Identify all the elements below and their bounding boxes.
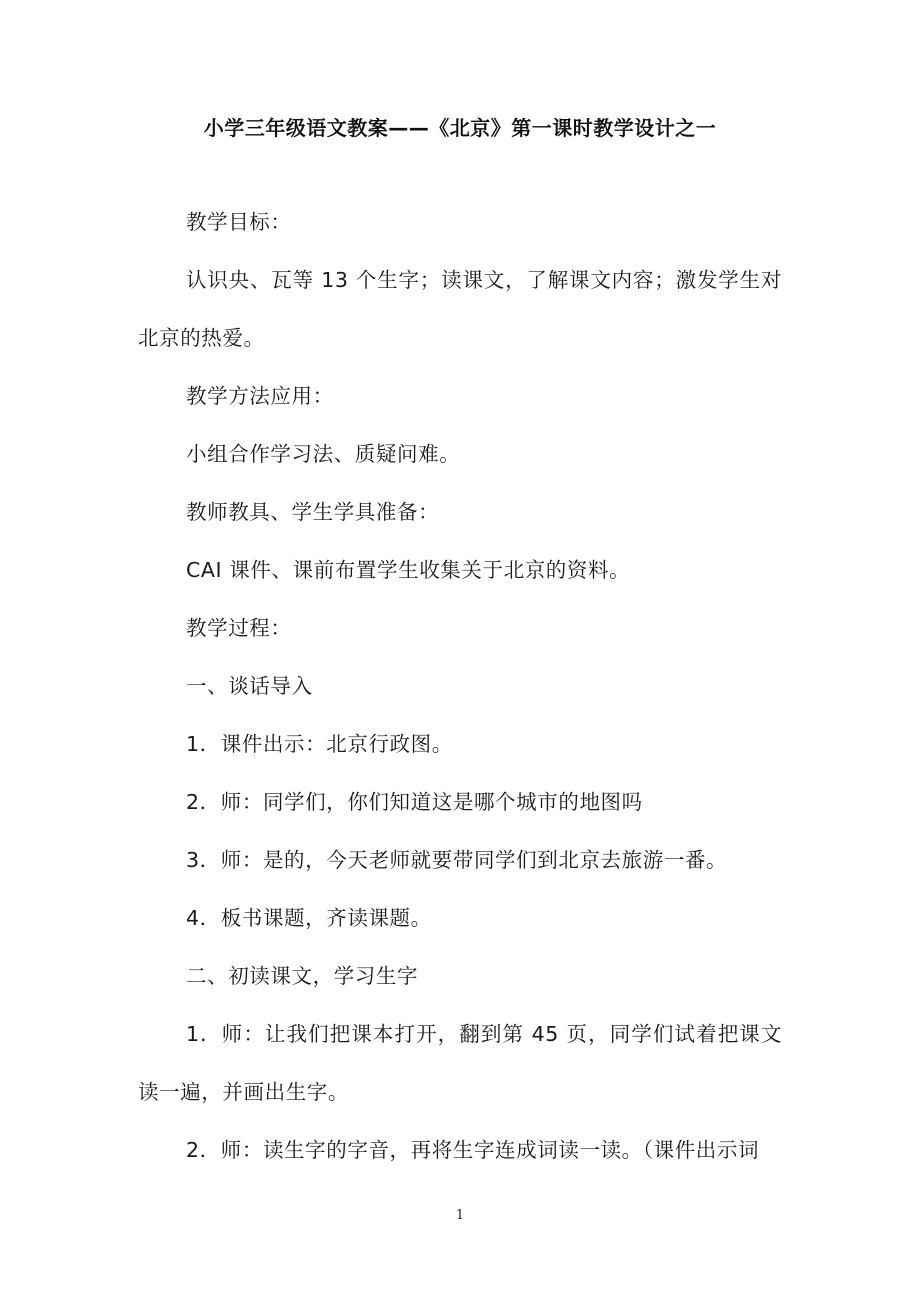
list-item: 3．师：是的，今天老师就要带同学们到北京去旅游一番。 <box>186 848 728 872</box>
list-item: 1．课件出示：北京行政图。 <box>186 732 453 756</box>
list-item: 2．师：读生字的字音，再将生字连成词读一读。（课件出示词 <box>186 1138 760 1162</box>
document-title: 小学三年级语文教案——《北京》第一课时教学设计之一 <box>203 116 717 140</box>
paragraph-objectives: 认识央、瓦等 13 个生字；读课文，了解课文内容；激发学生对北京的热爱。 <box>138 268 782 350</box>
heading-teaching-objectives: 教学目标： <box>186 210 292 234</box>
heading-materials: 教师教具、学生学具准备： <box>186 500 440 524</box>
document-body <box>138 193 782 1179</box>
heading-teaching-methods: 教学方法应用： <box>186 384 334 408</box>
paragraph-methods: 小组合作学习法、质疑问难。 <box>186 442 461 466</box>
heading-teaching-process: 教学过程： <box>186 616 292 640</box>
page-number: 1 <box>455 1208 465 1223</box>
list-item: 4．板书课题，齐读课题。 <box>186 906 432 930</box>
list-item: 2．师：同学们，你们知道这是哪个城市的地图吗 <box>186 790 643 814</box>
section-heading-intro: 一、谈话导入 <box>186 674 313 698</box>
section-heading-first-reading: 二、初读课文，学习生字 <box>186 964 419 988</box>
paragraph-materials: CAI 课件、课前布置学生收集关于北京的资料。 <box>186 558 631 582</box>
list-item: 1．师：让我们把课本打开，翻到第 45 页，同学们试着把课文读一遍，并画出生字。 <box>138 1022 782 1104</box>
